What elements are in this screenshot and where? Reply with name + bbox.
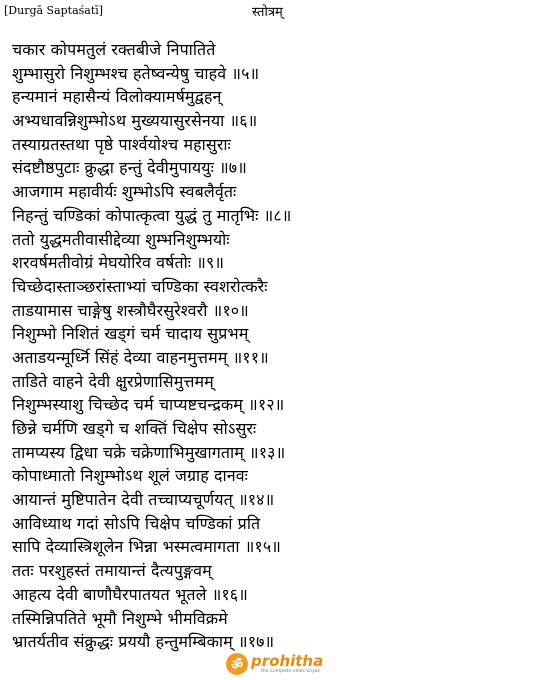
brand-tagline: the Complete vedic kriyas [261, 668, 320, 674]
verse-line: आयान्तं मुष्टिपातेन देवी तच्चाप्यचूर्णयत् ॥१४॥ [12, 490, 275, 510]
verse-line: चकार कोपमतुलं रक्तबीजे निपातिते [12, 40, 216, 59]
verse-line: कोपाध्मातो निशुम्भोऽथ शूलं जग्राह दानवः [12, 466, 249, 486]
verse-line: अभ्यधावन्निशुम्भोऽथ मुख्ययासुरसेनया ॥६॥ [12, 111, 258, 131]
brand-text [251, 651, 324, 675]
verse-line: ताडयामास चाङ्गेषु शस्त्रौघैरसुरेश्वरौ ॥१०॥ [12, 300, 249, 320]
verse-line: छिन्ने चर्मणि खड्गे च शक्तिं चिक्षेप सोऽसुरः [12, 419, 257, 438]
verse-line: निशुम्भो निशितं खड्गं चर्म चादाय सुप्रभम् [12, 324, 249, 344]
verse-line: तस्मिन्निपतिते भूमौ निशुम्भे भीमविक्रमे [12, 608, 228, 628]
verse-line: शरवर्षमतीवोग्रं मेघयोरिव वर्षतोः ॥९॥ [12, 253, 225, 273]
om-icon: ॐ [226, 653, 248, 675]
verse-line: अताडयन्मूर्ध्नि सिंहं देव्या वाहनमुत्तमम् ॥११॥ [12, 347, 269, 367]
verse-line: चिच्छेदास्ताञ्छरांस्ताभ्यां चण्डिका स्वशरोत्करैः [12, 276, 268, 296]
verse-line: ततो युद्धमतीवासीद्देव्या शुम्भनिशुम्भयोः [12, 229, 230, 249]
verse-line: तामप्यस्य द्विधा चक्रे चक्रेणाभिमुखागताम् ॥१३॥ [12, 442, 286, 462]
verse-line: संदष्टौष्ठपुटाः क्रुद्धा हन्तुं देवीमुपाययुः ॥७॥ [12, 158, 247, 178]
verse-line: शुम्भासुरो निशुम्भश्च हतेष्वन्येषु चाहवे ॥५॥ [12, 63, 260, 83]
verse-line: आजगाम महावीर्यः शुम्भोऽपि स्वबलैर्वृतः [12, 182, 237, 202]
verse-line: हन्यमानं महासैन्यं विलोक्यामर्षमुद्वहन् [12, 87, 222, 107]
verse-line: निशुम्भस्याशु चिच्छेद चर्म चाप्यष्टचन्द्रकम् ॥१२॥ [12, 395, 285, 415]
brand-name: prohitha [251, 651, 324, 670]
verse-line: ताडिते वाहने देवी क्षुरप्रेणासिमुत्तमम् [12, 371, 214, 391]
verse-line: आविध्याथ गदां सोऽपि चिक्षेप चण्डिकां प्रति [12, 513, 261, 533]
brand-logo [226, 652, 323, 676]
book-title: [Durgā Saptaśatī] [4, 4, 104, 17]
verse-block [12, 38, 542, 654]
verse-line: ततः परशुहस्तं तमायान्तं दैत्यपुङ्गवम् [12, 561, 212, 581]
section-title: स्तोत्रम् [252, 5, 283, 20]
verse-line: सापि देव्यास्त्रिशूलेन भिन्ना भस्मत्वमागता ॥१५॥ [12, 537, 281, 557]
verse-line: तस्याग्रतस्तथा पृष्ठे पार्श्वयोश्च महासुराः [12, 134, 231, 154]
verse-line: भ्रातर्यतीव संक्रुद्धः प्रययौ हन्तुमम्बिकाम् ॥१७॥ [12, 632, 275, 652]
verse-line: निहन्तुं चण्डिकां कोपात्कृत्वा युद्धं तु मातृभिः ॥८॥ [12, 205, 292, 225]
verse-line: आहत्य देवी बाणौघैरपातयत भूतले ॥१६॥ [12, 584, 248, 604]
